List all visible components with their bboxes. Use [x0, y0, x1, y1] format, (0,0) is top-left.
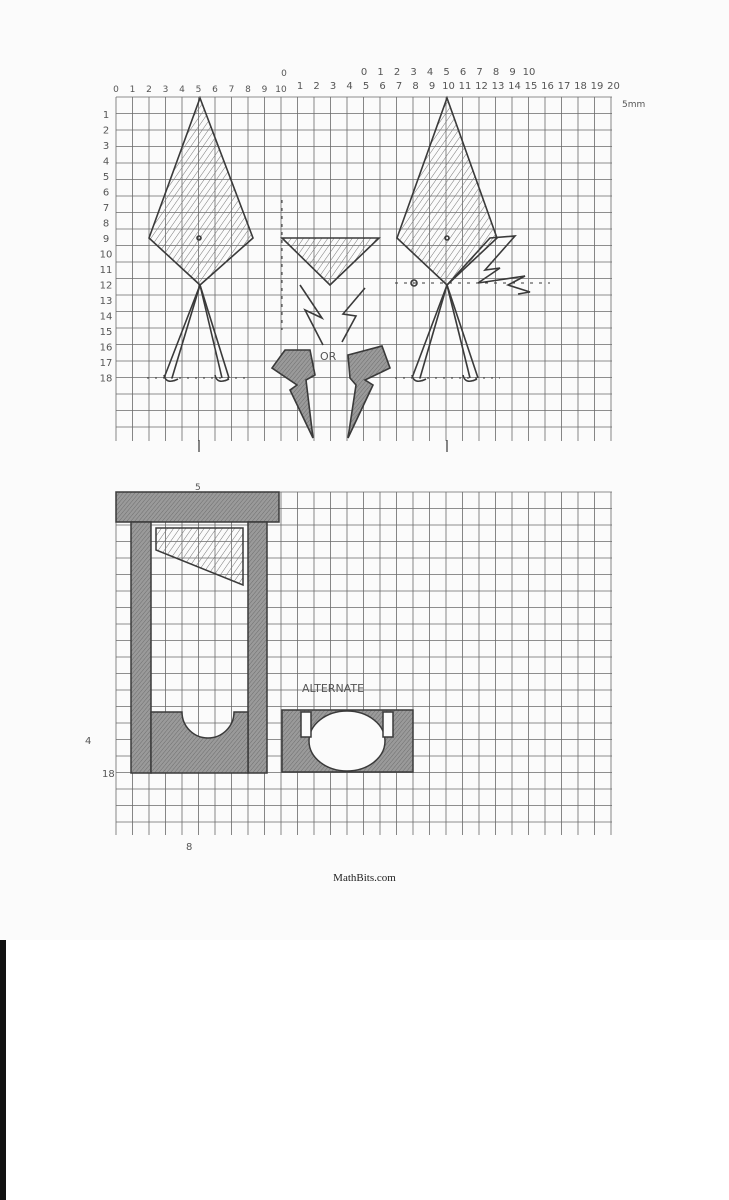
- scale-c-tick-label: 7: [476, 67, 483, 78]
- blade: [156, 528, 243, 585]
- scale-b-tick-label: 6: [379, 81, 386, 92]
- scale-b-tick-label: 14: [508, 81, 521, 92]
- scale-b-tick-label: 3: [329, 81, 337, 92]
- bolt-left: [300, 285, 323, 345]
- scale-a-tick-label: 3: [162, 85, 169, 95]
- left-figure: [147, 98, 253, 452]
- row-scale-label: 5: [102, 172, 110, 183]
- row-scale-label: 10: [99, 249, 113, 261]
- scale-a-tick-label: 5: [195, 85, 202, 95]
- scale-b-tick-label: 18: [574, 81, 587, 92]
- row-scale-label: 7: [102, 203, 110, 214]
- alternate-base: [282, 710, 413, 772]
- guillotine-drawing: [116, 492, 413, 773]
- row-scale-label: 8: [102, 218, 110, 230]
- scale-b-tick-label: 13: [491, 81, 505, 92]
- row-scale-label: 11: [99, 265, 113, 276]
- row-scale-label: 1: [102, 110, 110, 121]
- row-scale-label: 15: [99, 327, 113, 338]
- row-scale-label: 6: [102, 187, 110, 199]
- scale-b-tick-label: 9: [428, 81, 436, 92]
- right-figure: [395, 98, 550, 452]
- top-scale-labels: [113, 67, 620, 95]
- dim-five: 5: [195, 483, 201, 493]
- bottom-row-18: 18: [102, 769, 115, 780]
- row-scale-label: 17: [99, 358, 113, 369]
- scale-b-tick-label: 16: [541, 81, 554, 92]
- scale-c-tick-label: 9: [509, 67, 516, 78]
- scale-a-tick-label: 1: [129, 85, 136, 95]
- scale-b-tick-label: 12: [475, 81, 488, 92]
- row-scale-label: 18: [99, 373, 113, 385]
- scale-a-tick-label: 6: [212, 85, 218, 95]
- row-scale-label: 4: [102, 156, 110, 168]
- left-post: [131, 522, 151, 773]
- middle-triangle: [282, 238, 379, 285]
- scale-b-tick-label: 15: [524, 81, 538, 92]
- row-scale-label: 9: [102, 234, 110, 245]
- scale-b-tick-label: 19: [590, 81, 604, 92]
- scale-c-tick-label: 5: [443, 67, 450, 78]
- scale-b-tick-label: 20: [607, 81, 620, 92]
- scale-c-tick-label: 4: [426, 67, 434, 78]
- scale-c-tick-label: 2: [393, 67, 401, 78]
- or-label: OR: [320, 350, 337, 363]
- scale-a-tick-label: 9: [261, 85, 268, 95]
- scale-c-tick-label: 0: [360, 67, 368, 78]
- right-diamond-hat: [397, 98, 497, 285]
- bolt-right: [342, 288, 365, 342]
- row-scale-label: 13: [99, 296, 113, 307]
- scale-b-tick-label: 5: [362, 81, 370, 92]
- scale-a-tick-label: 8: [245, 85, 251, 95]
- dim-eight: 8: [186, 842, 193, 853]
- scale-b-tick-label: 8: [412, 81, 419, 92]
- alternate-label: ALTERNATE: [302, 682, 365, 695]
- scale-b-tick-label: 0: [281, 69, 287, 79]
- scale-c-tick-label: 8: [492, 67, 500, 78]
- middle-pieces: [272, 200, 390, 438]
- right-post: [248, 522, 267, 773]
- left-diamond-hat: [149, 98, 253, 285]
- scale-a-tick-label: 4: [179, 85, 185, 95]
- scale-b-tick-label: 7: [395, 81, 403, 92]
- scale-b-tick-label: 2: [313, 81, 320, 92]
- scale-c-tick-label: 6: [459, 67, 467, 78]
- row-scale-label: 12: [99, 280, 113, 292]
- row-scale-label: 16: [99, 342, 113, 354]
- scale-a-tick-label: 2: [146, 85, 152, 95]
- scale-c-tick-label: 3: [410, 67, 417, 78]
- scale-a-tick-label: 0: [113, 85, 119, 95]
- top-beam: [116, 492, 279, 522]
- scale-c-tick-label: 10: [522, 67, 536, 78]
- scale-a-tick-label: 7: [228, 85, 235, 95]
- credit-text: MathBits.com: [333, 872, 396, 884]
- scale-b-tick-label: 1: [296, 81, 304, 92]
- base-block: [151, 712, 248, 773]
- scale-b-tick-label: 10: [442, 81, 455, 92]
- row-scale-label: 2: [102, 125, 110, 137]
- scale-c-tick-label: 1: [377, 67, 384, 78]
- row-scale-label: 14: [99, 311, 113, 323]
- scale-a-tick-label: 10: [275, 85, 287, 95]
- scale-b-tick-label: 17: [557, 81, 571, 92]
- row-scale-label: 3: [102, 141, 110, 152]
- left-scale-labels: [100, 110, 113, 385]
- scale-b-tick-label: 4: [346, 81, 353, 92]
- unit-note: 5mm: [622, 100, 646, 110]
- scale-b-tick-label: 11: [458, 81, 472, 92]
- right-arrow-piece: [348, 346, 390, 438]
- dim-four: 4: [85, 736, 92, 747]
- scan-edge: [0, 940, 6, 1200]
- left-leg-2: [200, 285, 229, 378]
